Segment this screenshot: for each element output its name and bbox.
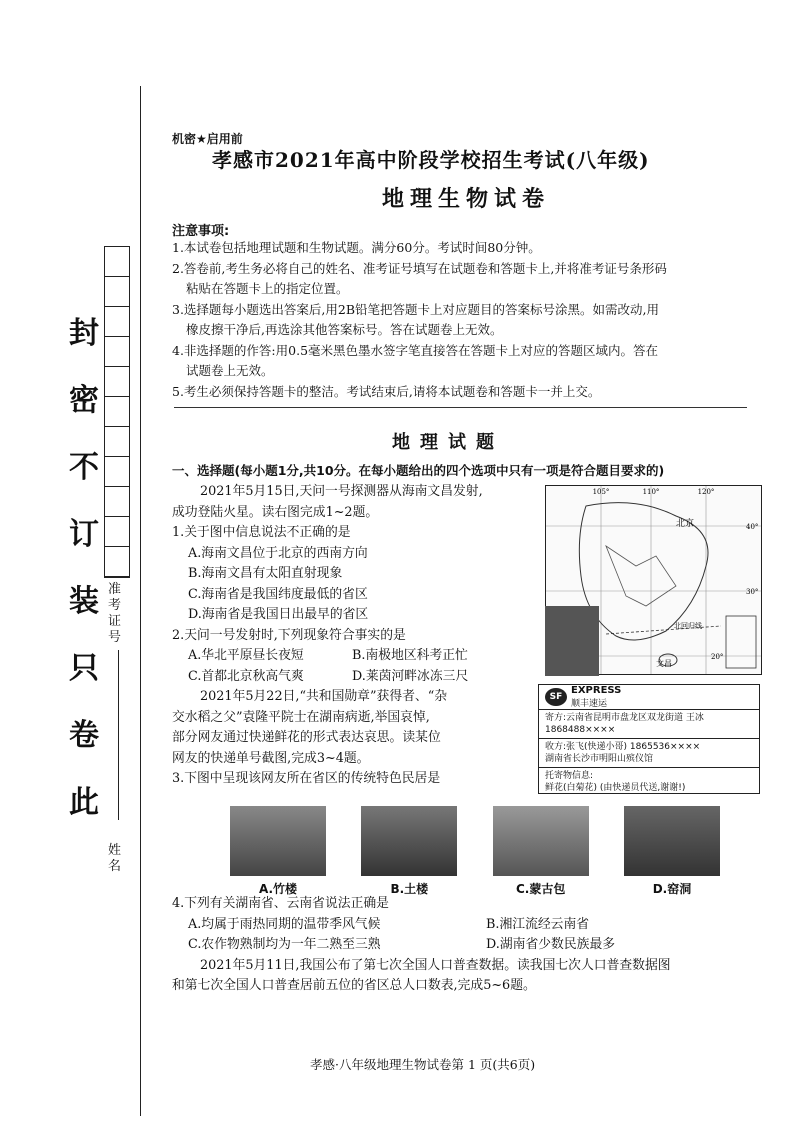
name-label: 姓名 bbox=[108, 843, 122, 874]
seal-char: 此 bbox=[69, 785, 99, 820]
slip-receiver-addr: 湖南省长沙市明阳山殡仪馆 bbox=[545, 754, 654, 764]
note-line: 试题卷上无效。 bbox=[186, 363, 274, 378]
option[interactable]: B.海南文昌有太阳直射现象 bbox=[188, 566, 343, 581]
page-footer: 孝感·八年级地理生物试卷第 1 页(共6页) bbox=[310, 1057, 536, 1072]
question-stem: 3.下图中呈现该网友所在省区的传统特色民居是 bbox=[172, 771, 441, 786]
option[interactable]: C.首都北京秋高气爽 bbox=[188, 668, 304, 684]
seal-char: 卷 bbox=[69, 718, 99, 753]
exam-id-label: 准考证号 bbox=[108, 582, 122, 645]
exam-subtitle: 地理生物试卷 bbox=[382, 187, 551, 212]
beijing-label: 北京 bbox=[676, 519, 695, 529]
earth-building-photo bbox=[361, 806, 457, 876]
note-line: 5.考生必须保持答题卡的整洁。考试结束后,请将本试题卷和答题卡一并上交。 bbox=[172, 383, 601, 399]
lat-label: 30° bbox=[746, 588, 759, 596]
slip-item-text: 鲜花(白菊花) (由快递员代送,谢谢!) bbox=[545, 783, 686, 793]
express-slip bbox=[538, 684, 760, 794]
section-title: 地理试题 bbox=[392, 432, 504, 453]
note-line: 4.非选择题的作答:用0.5毫米黑色墨水签字笔直接答在答题卡上对应的答题区域内。答在 bbox=[172, 342, 659, 358]
slip-item-label: 托寄物信息: bbox=[545, 771, 594, 781]
question-block-1-2 bbox=[172, 482, 552, 790]
option[interactable]: A.均属于雨热同期的温带季风气候 bbox=[188, 916, 381, 932]
rocket-launch-photo bbox=[545, 606, 599, 676]
option[interactable]: B.南极地区科考正忙 bbox=[352, 648, 468, 663]
sf-logo-icon: SF bbox=[545, 688, 567, 706]
intro-line: 2021年5月15日,天问一号探测器从海南文昌发射, bbox=[200, 484, 483, 499]
notes-heading: 注意事项: bbox=[172, 224, 230, 239]
note-line: 2.答卷前,考生务必将自己的姓名、准考证号填写在试题卷和答题卡上,并将准考证号条形码 bbox=[172, 260, 667, 276]
notes-list bbox=[172, 238, 762, 402]
option[interactable]: A.华北平原昼长夜短 bbox=[188, 648, 304, 663]
question-block-4-5 bbox=[172, 894, 762, 997]
exam-title: 孝感市2021年高中阶段学校招生考试(八年级) bbox=[212, 148, 650, 172]
exam-id-boxes[interactable] bbox=[104, 246, 130, 578]
slip-header bbox=[539, 685, 759, 710]
slip-receiver-name: 收方:张飞(快递小哥) 1865536×××× bbox=[545, 742, 701, 752]
note-line: 橡皮擦干净后,再选涂其他答案标号。答在试题卷上无效。 bbox=[186, 322, 503, 337]
binding-line bbox=[140, 86, 141, 1116]
photo-caption: B.土楼 bbox=[390, 882, 429, 896]
option-row bbox=[172, 646, 552, 667]
intro-line: 和第七次全国人口普查居前五位的省区总人口数表,完成5~6题。 bbox=[172, 978, 536, 993]
bamboo-house-photo bbox=[230, 806, 326, 876]
tropic-label: 北回归线 bbox=[674, 622, 702, 630]
seal-char: 封 bbox=[69, 316, 99, 351]
divider bbox=[174, 407, 747, 408]
slip-receiver bbox=[539, 739, 759, 768]
slip-sender: 寄方:云南省昆明市盘龙区双龙街道 王冰 1868488×××× bbox=[539, 710, 759, 739]
lat-label: 20° bbox=[711, 653, 724, 661]
question-stem: 4.下列有关湖南省、云南省说法正确是 bbox=[172, 896, 389, 911]
option-row bbox=[172, 667, 552, 688]
option-row bbox=[172, 935, 762, 956]
seal-char: 密 bbox=[69, 383, 99, 418]
photo-caption: C.蒙古包 bbox=[515, 882, 566, 896]
lon-label: 105° bbox=[592, 488, 610, 496]
slip-brand: EXPRESS bbox=[571, 685, 622, 696]
cave-dwelling-photo bbox=[624, 806, 720, 876]
photo-option[interactable] bbox=[361, 806, 457, 897]
photo-caption: A.竹楼 bbox=[258, 882, 298, 896]
intro-line: 2021年5月22日,“共和国勋章”获得者、“杂 bbox=[200, 689, 448, 704]
option[interactable]: C.农作物熟制均为一年二熟至三熟 bbox=[188, 937, 381, 952]
secret-mark: 机密★启用前 bbox=[172, 132, 243, 146]
option[interactable]: D.海南省是我国日出最早的省区 bbox=[188, 607, 369, 622]
photo-option[interactable] bbox=[624, 806, 720, 897]
intro-line: 网友的快递单号截图,完成3~4题。 bbox=[172, 750, 370, 766]
yurt-photo bbox=[493, 806, 589, 876]
intro-line: 成功登陆火星。读右图完成1~2题。 bbox=[172, 504, 379, 520]
name-line bbox=[118, 650, 119, 820]
note-line: 1.本试卷包括地理试题和生物试题。满分60分。考试时间80分钟。 bbox=[172, 240, 541, 255]
lat-label: 40° bbox=[746, 523, 759, 531]
photo-option[interactable] bbox=[493, 806, 589, 897]
option[interactable]: B.湘江流经云南省 bbox=[486, 916, 590, 932]
intro-line: 2021年5月11日,我国公布了第七次全国人口普查数据。读我国七次人口普查数据图 bbox=[200, 957, 671, 973]
photo-option[interactable] bbox=[230, 806, 326, 897]
seal-char: 不 bbox=[69, 450, 99, 485]
seal-warning bbox=[64, 300, 104, 836]
seal-char: 只 bbox=[69, 651, 99, 686]
slip-item bbox=[539, 768, 759, 796]
photo-caption: D.窑洞 bbox=[652, 882, 692, 896]
lon-label: 120° bbox=[697, 488, 715, 496]
section-heading: 一、选择题(每小题1分,共10分。在每小题给出的四个选项中只有一项是符合题目要求的) bbox=[172, 463, 665, 478]
slip-brand-cn: 顺丰速运 bbox=[571, 699, 608, 709]
intro-line: 交水稻之父”袁隆平院士在湖南病逝,举国哀悼, bbox=[172, 709, 430, 725]
dwelling-photos bbox=[230, 806, 720, 897]
option[interactable]: D.湖南省少数民族最多 bbox=[486, 937, 616, 952]
wenchang-label: 文昌 bbox=[656, 659, 672, 668]
option-row bbox=[172, 915, 762, 936]
intro-line: 部分网友通过快递鲜花的形式表达哀思。读某位 bbox=[172, 730, 441, 745]
lon-label: 110° bbox=[642, 488, 660, 496]
seal-char: 装 bbox=[69, 584, 99, 619]
question-stem: 2.天问一号发射时,下列现象符合事实的是 bbox=[172, 627, 406, 643]
note-line: 粘贴在答题卡上的指定位置。 bbox=[186, 281, 349, 296]
question-stem: 1.关于图中信息说法不正确的是 bbox=[172, 525, 351, 540]
option[interactable]: D.莱茵河畔冰冻三尺 bbox=[352, 668, 469, 684]
option[interactable]: C.海南省是我国纬度最低的省区 bbox=[188, 586, 368, 602]
note-line: 3.选择题每小题选出答案后,用2B铅笔把答题卡上对应题目的答案标号涂黑。如需改动,用 bbox=[172, 301, 660, 317]
seal-char: 订 bbox=[69, 517, 99, 552]
option[interactable]: A.海南文昌位于北京的西南方向 bbox=[188, 545, 368, 561]
